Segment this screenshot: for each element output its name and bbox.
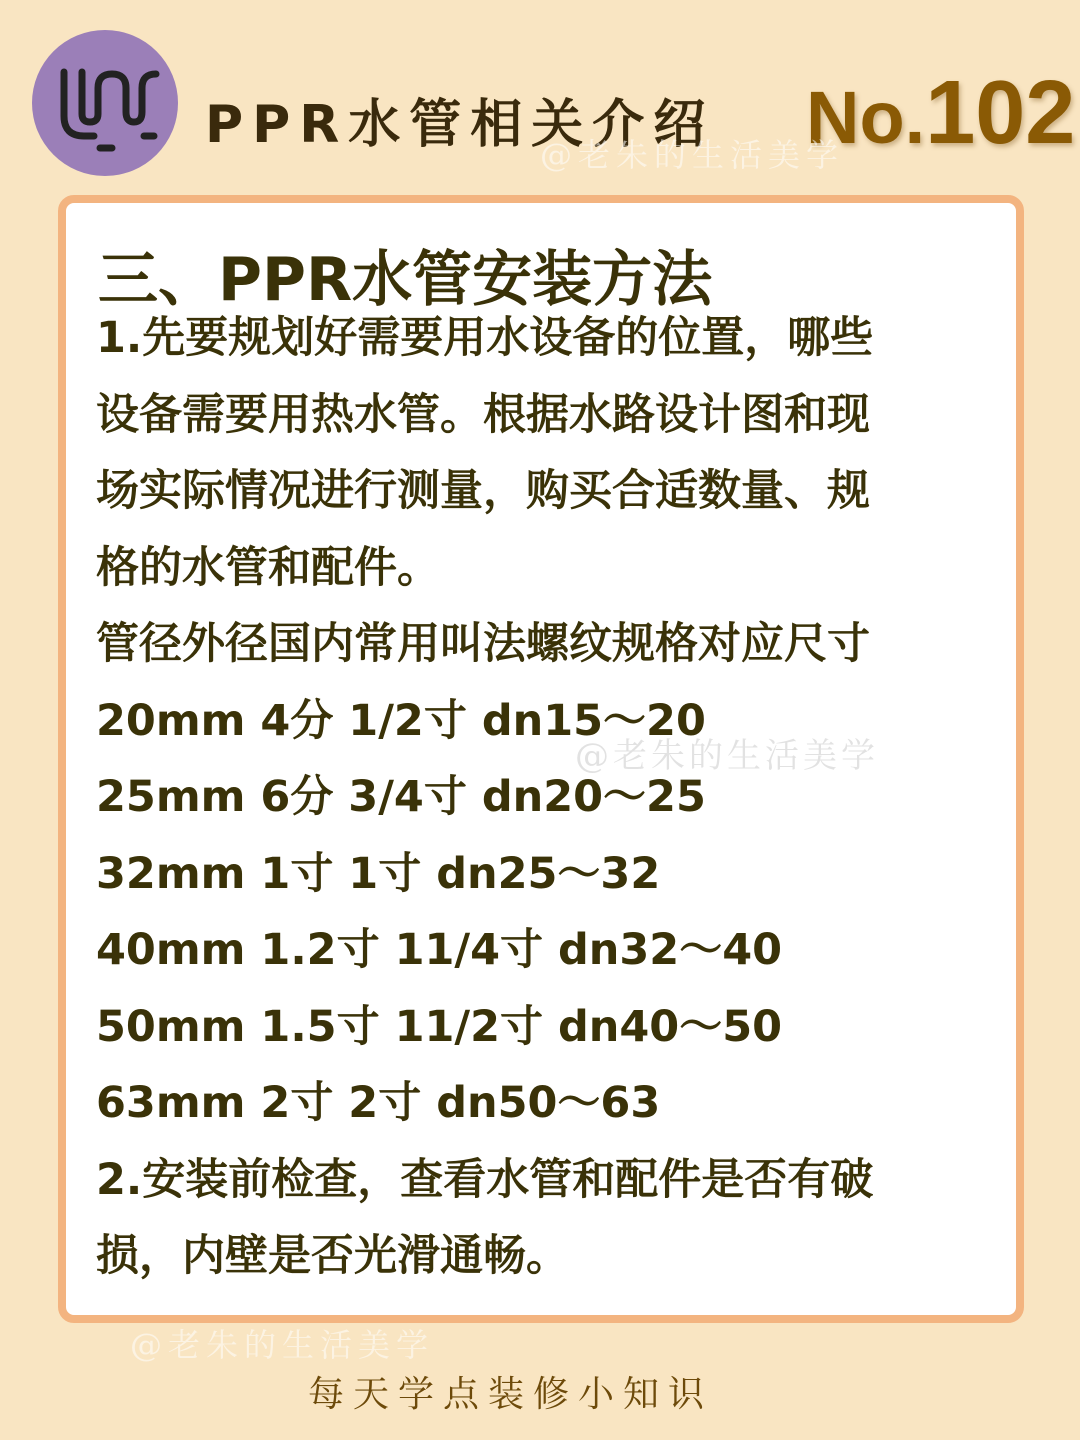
text-line: 2.安装前检查，查看水管和配件是否有破	[96, 1154, 874, 1205]
size-row: 20mm 4分 1/2寸 dn15～20	[96, 695, 706, 746]
size-row: 63mm 2寸 2寸 dn50～63	[96, 1078, 661, 1128]
size-row: 40mm 1.2寸 11/4寸 dn32～40	[96, 925, 783, 975]
footer-tagline: 每天学点装修小知识	[308, 1374, 714, 1415]
text-line: 格的水管和配件。	[96, 542, 440, 593]
size-row: 50mm 1.5寸 11/2寸 dn40～50	[96, 1001, 783, 1052]
text-line: 损，内壁是否光滑通畅。	[96, 1231, 569, 1281]
logo	[32, 30, 178, 176]
watermark-card: @老朱的生活美学	[575, 736, 879, 776]
issue-number	[806, 62, 1075, 165]
uon-logo-icon	[32, 30, 178, 176]
body-text	[96, 300, 1006, 1295]
section-heading: 三、PPR水管安装方法	[98, 245, 713, 315]
issue-prefix: No.	[806, 76, 926, 159]
watermark-bottom: @老朱的生活美学	[130, 1326, 435, 1364]
watermark-top: @老朱的生活美学	[540, 136, 845, 174]
text-line: 场实际情况进行测量，购买合适数量、规	[96, 466, 870, 516]
issue-num: 102	[925, 63, 1076, 163]
page-title: PPR水管相关介绍	[205, 95, 715, 155]
text-line: 设备需要用热水管。根据水路设计图和现	[96, 389, 870, 440]
text-line: 1.先要规划好需要用水设备的位置，哪些	[96, 313, 874, 363]
size-row: 25mm 6分 3/4寸 dn20～25	[96, 772, 706, 822]
size-row: 32mm 1寸 1寸 dn25～32	[96, 848, 661, 899]
text-line: 管径外径国内常用叫法螺纹规格对应尺寸	[96, 619, 870, 669]
